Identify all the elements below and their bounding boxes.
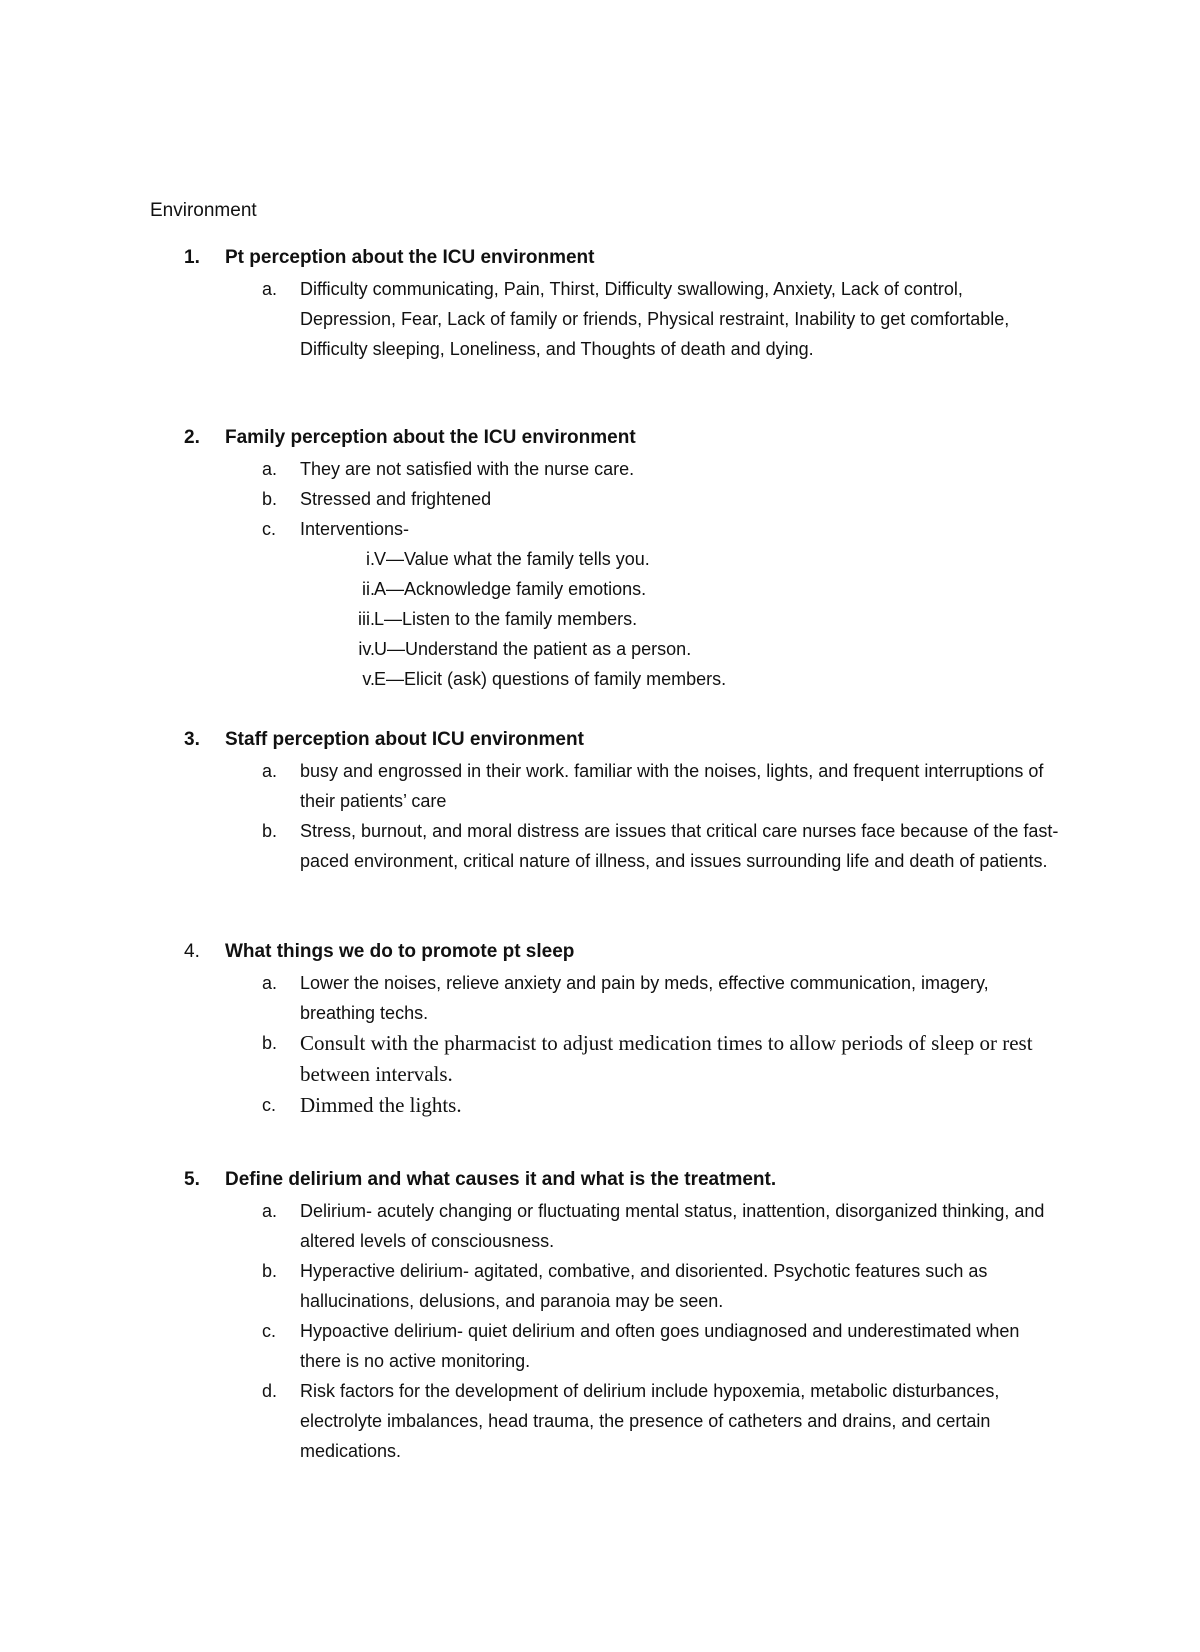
item-text: busy and engrossed in their work. familiar with the noises, lights, and frequent interruptions of their patients’ care — [300, 761, 1044, 811]
list-item — [0, 484, 1200, 514]
sub-item-numeral: i. — [366, 549, 375, 569]
item-text: Stress, burnout, and moral distress are issues that critical care nurses face because of the fast-paced environment, critical nature of illness, and issues surrounding life and death of patients. — [300, 821, 1059, 871]
sub-item-numeral: ii. — [362, 579, 375, 599]
item-letter: a. — [262, 459, 278, 479]
section-items — [0, 1196, 1200, 1466]
item-text: Dimmed the lights. — [300, 1093, 462, 1117]
sub-item-text: A—Acknowledge family emotions. — [374, 579, 647, 599]
item-text: Consult with the pharmacist to adjust medication times to allow periods of sleep or rest between intervals. — [300, 1031, 1033, 1086]
sub-list-item — [0, 544, 1200, 574]
section-number: 2. — [184, 427, 200, 448]
sub-list-item — [0, 574, 1200, 604]
sub-list-item — [0, 604, 1200, 634]
list-item — [0, 514, 1200, 544]
sub-list-item — [0, 634, 1200, 664]
item-text: Interventions- — [300, 519, 410, 539]
sub-item-text: V—Value what the family tells you. — [374, 549, 650, 569]
section-heading: Family perception about the ICU environment — [225, 427, 636, 448]
item-text: Hyperactive delirium- agitated, combative, and disoriented. Psychotic features such as hallucinations, delusions, and paranoia may be seen. — [300, 1261, 988, 1311]
section-number: 5. — [184, 1169, 200, 1190]
item-letter: c. — [262, 1095, 277, 1115]
item-text: Stressed and frightened — [300, 489, 492, 509]
item-letter: b. — [262, 489, 278, 509]
item-text: Delirium- acutely changing or fluctuating mental status, inattention, disorganized thinking, and altered levels of consciousness. — [300, 1201, 1045, 1251]
section-items — [0, 454, 1200, 694]
sub-item-text: U—Understand the patient as a person. — [374, 639, 692, 659]
item-text: Lower the noises, relieve anxiety and pain by meds, effective communication, imagery, breathing techs. — [300, 973, 989, 1023]
list-item — [0, 1376, 1200, 1466]
list-item — [0, 454, 1200, 484]
item-text: They are not satisfied with the nurse care. — [300, 459, 635, 479]
list-item — [0, 1256, 1200, 1316]
item-letter: b. — [262, 1261, 278, 1281]
list-item — [0, 756, 1200, 816]
item-letter: c. — [262, 519, 277, 539]
item-letter: b. — [262, 1033, 278, 1053]
section-items — [0, 274, 1200, 364]
section-number: 4. — [184, 941, 200, 962]
section-heading: Staff perception about ICU environment — [225, 729, 584, 750]
list-item — [0, 1196, 1200, 1256]
item-letter: b. — [262, 821, 278, 841]
sub-list-item — [0, 664, 1200, 694]
item-letter: d. — [262, 1381, 278, 1401]
section-number: 3. — [184, 729, 200, 750]
item-letter: a. — [262, 973, 278, 993]
section-heading: Pt perception about the ICU environment — [225, 247, 595, 268]
sub-item-numeral: v. — [362, 669, 375, 689]
sub-item-text: E—Elicit (ask) questions of family members. — [374, 669, 727, 689]
section-items — [0, 756, 1200, 876]
list-item — [0, 1316, 1200, 1376]
section-items — [0, 968, 1200, 1121]
section-heading: Define delirium and what causes it and what is the treatment. — [225, 1169, 777, 1190]
item-letter: a. — [262, 761, 278, 781]
document-title: Environment — [150, 200, 257, 221]
list-item — [0, 816, 1200, 876]
sub-item-text: L—Listen to the family members. — [374, 609, 638, 629]
item-text: Hypoactive delirium- quiet delirium and often goes undiagnosed and underestimated when there is no active monitoring. — [300, 1321, 1020, 1371]
section-number: 1. — [184, 247, 200, 268]
sub-item-numeral: iii. — [358, 609, 375, 629]
section-heading: What things we do to promote pt sleep — [225, 941, 575, 962]
list-item — [0, 1090, 1200, 1121]
list-item — [0, 968, 1200, 1028]
item-text: Risk factors for the development of delirium include hypoxemia, metabolic disturbances, electrolyte imbalances, head trauma, the presence of catheters and drains, and certain medications. — [300, 1381, 1000, 1461]
item-letter: a. — [262, 1201, 278, 1221]
item-letter: c. — [262, 1321, 277, 1341]
sub-items — [0, 544, 1200, 694]
list-item — [0, 1028, 1200, 1090]
list-item — [0, 274, 1200, 364]
item-letter: a. — [262, 279, 278, 299]
sub-item-numeral: iv. — [358, 639, 375, 659]
item-text: Difficulty communicating, Pain, Thirst, Difficulty swallowing, Anxiety, Lack of control, Depression, Fear, Lack of family or friends, Physical restraint, Inability to get comfortable, Difficulty sleeping, Loneliness, and Thoughts of death and dying. — [300, 279, 1010, 359]
